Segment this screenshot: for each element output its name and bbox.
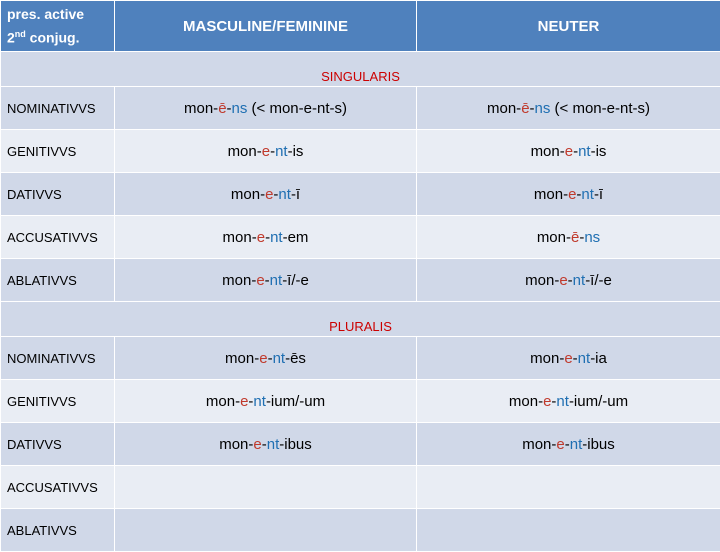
form-segment: -ium/-um [569, 393, 628, 410]
stem-vowel: ē [571, 229, 579, 246]
form-segment: mon- [225, 350, 259, 367]
stem-consonant: nt [278, 186, 291, 203]
stem-consonant: nt [578, 350, 591, 367]
case-name: NOMINATIVVS [1, 87, 115, 130]
column-header-masc-fem: MASCULINE/FEMININE [115, 1, 417, 52]
form-neuter [417, 173, 720, 216]
form-neuter [417, 216, 720, 259]
stem-consonant: nt [275, 143, 288, 160]
form-masc-fem [115, 259, 417, 302]
form-neuter [417, 423, 720, 466]
form-masc-fem [115, 509, 417, 552]
form-masc-fem [115, 380, 417, 423]
form-segment: -ī/-e [282, 272, 309, 289]
case-name: GENITIVVS [1, 380, 115, 423]
stem-vowel: e [257, 229, 265, 246]
case-name: DATIVVS [1, 423, 115, 466]
form-segment: mon- [525, 272, 559, 289]
table-row [1, 173, 720, 216]
form-segment: - [576, 186, 581, 203]
conjugation-ordinal-suffix: nd [15, 29, 26, 39]
column-header-neuter: NEUTER [417, 1, 720, 52]
table-row [1, 216, 720, 259]
stem-consonant: nt [556, 393, 569, 410]
form-segment: mon- [509, 393, 543, 410]
form-segment: -ibus [582, 436, 615, 453]
table-row [1, 423, 720, 466]
pluralis-label: PLURALIS [1, 302, 720, 337]
form-segment: -ibus [279, 436, 312, 453]
form-segment: - [227, 100, 232, 117]
form-segment: mon- [537, 229, 571, 246]
form-segment: mon- [487, 100, 521, 117]
table-row [1, 259, 720, 302]
form-neuter [417, 130, 720, 173]
form-masc-fem [115, 337, 417, 380]
form-segment: mon- [223, 229, 257, 246]
form-segment: - [568, 272, 573, 289]
form-segment: -ēs [285, 350, 306, 367]
form-masc-fem [115, 466, 417, 509]
form-masc-fem [115, 216, 417, 259]
stem-consonant: nt [270, 229, 283, 246]
form-segment: - [265, 272, 270, 289]
form-neuter [417, 337, 720, 380]
form-segment: - [273, 186, 278, 203]
form-segment: -is [288, 143, 304, 160]
case-name: DATIVVS [1, 173, 115, 216]
form-segment: mon- [219, 436, 253, 453]
stem-vowel: e [559, 272, 567, 289]
stem-vowel: e [543, 393, 551, 410]
stem-consonant: nt [253, 393, 266, 410]
stem-vowel: ē [218, 100, 226, 117]
stem-vowel: ē [521, 100, 529, 117]
table-row [1, 87, 720, 130]
conjugation-label-line1: pres. active [7, 6, 84, 22]
case-name: NOMINATIVVS [1, 337, 115, 380]
case-name: GENITIVVS [1, 130, 115, 173]
form-segment: (< mon-e-nt-s) [247, 100, 347, 117]
singularis-label-row [1, 52, 720, 87]
form-neuter [417, 509, 720, 552]
table-row [1, 466, 720, 509]
table-row [1, 130, 720, 173]
form-segment: - [565, 436, 570, 453]
stem-vowel: e [568, 186, 576, 203]
header-row [1, 1, 720, 52]
table-row [1, 337, 720, 380]
form-segment: -em [283, 229, 309, 246]
form-segment: -ī/-e [585, 272, 612, 289]
form-segment: -ium/-um [266, 393, 325, 410]
form-segment: - [551, 393, 556, 410]
stem-consonant: nt [573, 272, 586, 289]
form-segment: - [268, 350, 273, 367]
form-segment: - [573, 350, 578, 367]
stem-vowel: e [564, 350, 572, 367]
stem-consonant: nt [270, 272, 283, 289]
form-segment: - [265, 229, 270, 246]
stem-consonant: ns [232, 100, 248, 117]
form-neuter [417, 259, 720, 302]
form-neuter [417, 466, 720, 509]
form-segment: mon- [534, 186, 568, 203]
table-row [1, 509, 720, 552]
form-neuter [417, 380, 720, 423]
form-segment: -is [591, 143, 607, 160]
conjugation-label [1, 1, 115, 52]
form-neuter [417, 87, 720, 130]
singularis-label: SINGULARIS [1, 52, 720, 87]
form-segment: - [270, 143, 275, 160]
stem-consonant: nt [273, 350, 286, 367]
stem-vowel: e [240, 393, 248, 410]
stem-vowel: e [556, 436, 564, 453]
conjugation-number: 2 [7, 30, 15, 46]
form-segment: mon- [206, 393, 240, 410]
stem-consonant: ns [584, 229, 600, 246]
table-row [1, 380, 720, 423]
stem-vowel: e [259, 350, 267, 367]
form-segment: mon- [184, 100, 218, 117]
form-segment: - [262, 436, 267, 453]
stem-vowel: e [253, 436, 261, 453]
singularis-section [1, 52, 720, 302]
case-name: ACCUSATIVVS [1, 466, 115, 509]
stem-consonant: nt [267, 436, 280, 453]
form-segment: - [573, 143, 578, 160]
form-segment: -ia [590, 350, 607, 367]
stem-consonant: nt [581, 186, 594, 203]
pluralis-label-row [1, 302, 720, 337]
stem-vowel: e [565, 143, 573, 160]
stem-consonant: ns [535, 100, 551, 117]
form-segment: mon- [228, 143, 262, 160]
form-segment: mon- [531, 143, 565, 160]
form-segment: -ī [291, 186, 300, 203]
form-masc-fem [115, 130, 417, 173]
form-segment: - [530, 100, 535, 117]
stem-consonant: nt [570, 436, 583, 453]
form-masc-fem [115, 173, 417, 216]
stem-consonant: nt [578, 143, 591, 160]
stem-vowel: e [256, 272, 264, 289]
form-segment: -ī [594, 186, 603, 203]
form-segment: mon- [522, 436, 556, 453]
form-masc-fem [115, 423, 417, 466]
form-segment: - [248, 393, 253, 410]
pluralis-section [1, 302, 720, 552]
conjugation-label-rest: conjug. [26, 30, 80, 46]
stem-vowel: e [265, 186, 273, 203]
form-segment: mon- [231, 186, 265, 203]
case-name: ABLATIVVS [1, 259, 115, 302]
case-name: ABLATIVVS [1, 509, 115, 552]
form-segment: - [579, 229, 584, 246]
case-name: ACCUSATIVVS [1, 216, 115, 259]
stem-vowel: e [262, 143, 270, 160]
form-segment: (< mon-e-nt-s) [550, 100, 650, 117]
form-masc-fem [115, 87, 417, 130]
form-segment: mon- [530, 350, 564, 367]
form-segment: mon- [222, 272, 256, 289]
